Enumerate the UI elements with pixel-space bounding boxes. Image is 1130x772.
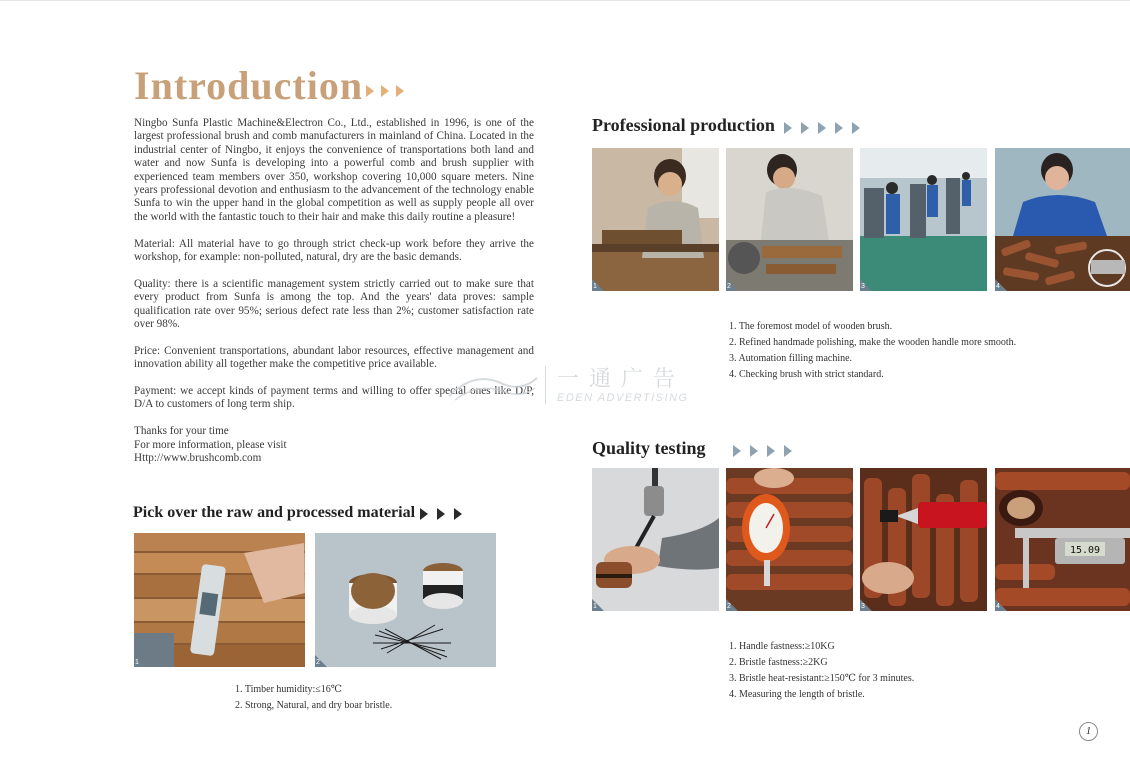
- photo-number: 1: [135, 659, 139, 666]
- intro-title: Introduction: [134, 63, 364, 108]
- caption-line: 3. Bristle heat-resistant:≥150℃ for 3 minutes.: [729, 673, 915, 684]
- quality-title: Quality testing: [592, 438, 706, 458]
- arrow-icon: [396, 85, 404, 97]
- intro-paragraph: Ningbo Sunfa Plastic Machine&Electron Co., Ltd., established in 1996, is one of the largest professional brush and comb manufacturers in mainland of China. Located in the industrial center of Ningbo, it enjoys the convenience of transportations both land and water and now Sunfa is developing into a powerful comb and brush supplier with experienced team members over 350, workshop covering 10,000 square meters. Nine years professional devotion and enthusiasm to the advancement of the technology enable Sunfa to win the upper hand in the global competition as well as supply people all over the world with the fantastic touch to their hair and make this daily routine a pleasure!: [134, 117, 534, 223]
- raw-material-captions: [235, 682, 392, 714]
- photo-number: 4: [996, 283, 1000, 290]
- quality-paragraph: Quality: there is a scientific management system strictly carried out to make sure that every product from Sunfa is among the top. And the years' data proves: sample qualification rate over 95%; serious defect rate less than 2%; customer satisfaction rate over 98%.: [134, 277, 534, 331]
- photo-number: 3: [861, 603, 865, 610]
- photo-number: 1: [593, 283, 597, 290]
- watermark-chinese-text: 一通广告: [557, 367, 686, 392]
- raw-material-arrows: [420, 507, 471, 525]
- payment-paragraph: Payment: we accept kinds of payment terms and willing to offer special ones like D/P, D/A to customers of long term ship.: [134, 385, 534, 411]
- arrow-icon: [784, 445, 792, 457]
- handmade-polishing-photo: [726, 148, 853, 291]
- arrow-icon: [784, 122, 792, 134]
- arrow-icon: [454, 508, 462, 520]
- raw-material-title: Pick over the raw and processed material: [133, 504, 416, 521]
- page-top-edge: [0, 0, 1130, 1]
- website-link[interactable]: Http://www.brushcomb.com: [134, 452, 262, 465]
- eden-logo-icon: [445, 366, 541, 406]
- checking-brush-photo: [995, 148, 1130, 291]
- photo-number: 1: [593, 603, 597, 610]
- arrow-icon: [835, 122, 843, 134]
- eden-advertising-watermark: [445, 362, 690, 408]
- photo-number: 2: [727, 283, 731, 290]
- caption-line: 2. Bristle fastness:≥2KG: [729, 657, 828, 668]
- production-title: Professional production: [592, 115, 775, 135]
- closing-line: Thanks for your time: [134, 425, 229, 438]
- arrow-icon: [420, 508, 428, 520]
- boar-bristle-photo: [315, 533, 496, 667]
- arrow-icon: [733, 445, 741, 457]
- arrow-icon: [852, 122, 860, 134]
- arrow-icon: [818, 122, 826, 134]
- bristle-fastness-photo: [726, 468, 853, 611]
- intro-arrows: [366, 84, 411, 102]
- arrow-icon: [437, 508, 445, 520]
- handle-fastness-photo: [592, 468, 719, 611]
- photo-number: 2: [316, 659, 320, 666]
- caption-line: 4. Checking brush with strict standard.: [729, 369, 884, 380]
- caliper-reading: 15.09: [1069, 545, 1101, 556]
- watermark-divider: [545, 366, 546, 404]
- closing-line: For more information, please visit: [134, 438, 287, 451]
- page-number: 1: [1079, 722, 1098, 741]
- timber-humidity-photo: [134, 533, 305, 667]
- caption-line: 4. Measuring the length of bristle.: [729, 689, 865, 700]
- caption-line: 1. Timber humidity:≤16℃: [235, 684, 342, 695]
- arrow-icon: [801, 122, 809, 134]
- arrow-icon: [750, 445, 758, 457]
- arrow-icon: [381, 85, 389, 97]
- watermark-english-text: EDEN ADVERTISING: [557, 392, 689, 404]
- intro-body: [134, 117, 534, 465]
- wooden-brush-model-photo: [592, 148, 719, 291]
- photo-number: 3: [861, 283, 865, 290]
- material-paragraph: Material: All material have to go through strict check-up work before they arrive the workshop, for example: non-polluted, natural, dry are the basic demands.: [134, 237, 534, 264]
- bristle-length-measuring-photo: [995, 468, 1130, 611]
- production-arrows: [784, 121, 869, 139]
- caption-line: 1. Handle fastness:≥10KG: [729, 641, 835, 652]
- caption-line: 2. Refined handmade polishing, make the wooden handle more smooth.: [729, 337, 1017, 348]
- production-captions: [729, 319, 1016, 383]
- quality-arrows: [733, 444, 801, 462]
- caption-line: 1. The foremost model of wooden brush.: [729, 321, 893, 332]
- photo-number: 4: [996, 603, 1000, 610]
- heat-resistant-test-photo: [860, 468, 987, 611]
- automation-filling-machine-photo: [860, 148, 987, 291]
- arrow-icon: [366, 85, 374, 97]
- quality-captions: [729, 639, 914, 703]
- photo-number: 2: [727, 603, 731, 610]
- arrow-icon: [767, 445, 775, 457]
- caption-line: 2. Strong, Natural, and dry boar bristle.: [235, 700, 393, 711]
- caption-line: 3. Automation filling machine.: [729, 353, 853, 364]
- price-paragraph: Price: Convenient transportations, abundant labor resources, effective management and innovation ability all together make the competitive price available.: [134, 344, 534, 371]
